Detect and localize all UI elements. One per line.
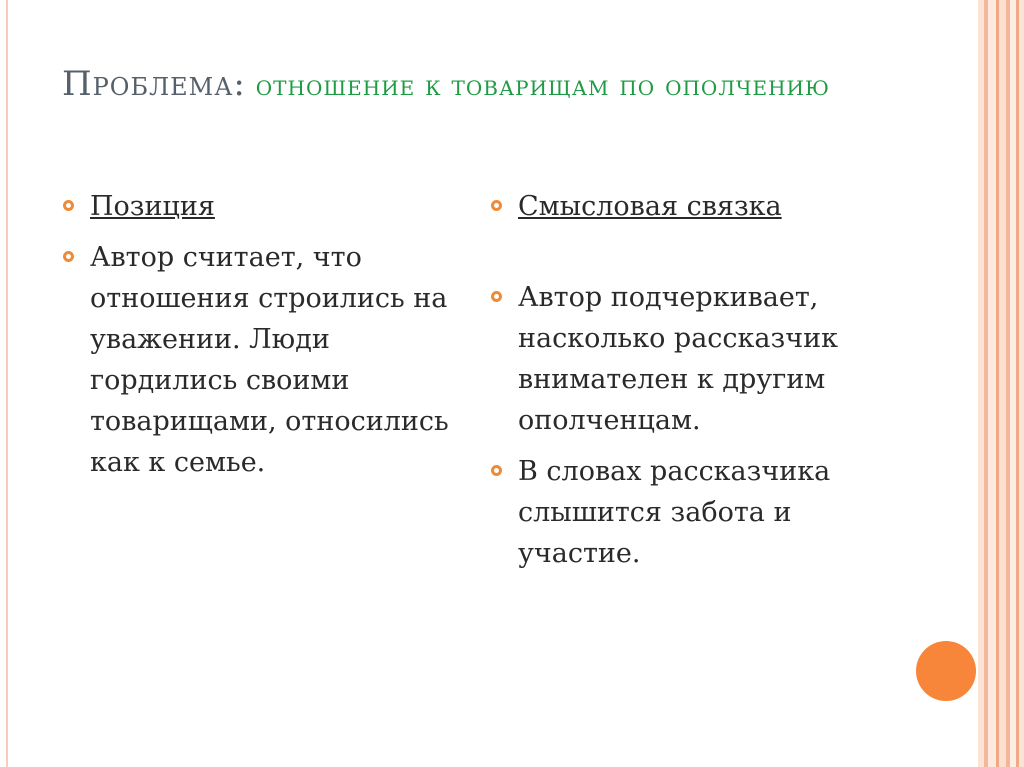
bullet-icon <box>63 251 74 262</box>
left-column <box>62 186 457 483</box>
list-item-link-heading <box>490 186 910 227</box>
list-item-position-text <box>62 237 457 483</box>
bullet-icon <box>491 291 502 302</box>
position-heading: Позиция <box>90 191 215 222</box>
list-item <box>490 451 910 574</box>
bullet-icon <box>63 200 74 211</box>
link-heading: Смысловая связка <box>518 191 782 222</box>
title-main: отношение к товарищам по ополчению <box>245 69 830 102</box>
list-item-position-heading <box>62 186 457 227</box>
bullet-icon <box>491 465 502 476</box>
link-text-1: Автор подчеркивает, насколько рассказчик внимателен к другим ополченцам. <box>518 282 838 436</box>
position-text: Автор считает, что отношения строились на уважении. Люди гордились своими товарищами, относились как к семье. <box>90 242 449 478</box>
bullet-icon <box>491 200 502 211</box>
link-text-2: В словах рассказчика слышится забота и участие. <box>518 456 831 569</box>
right-column <box>490 186 910 574</box>
slide-title <box>62 58 962 116</box>
decorative-circle <box>916 641 976 701</box>
right-decorative-stripes <box>978 0 1024 767</box>
list-item <box>490 277 910 441</box>
title-prefix: Проблема: <box>62 64 246 104</box>
left-border-line <box>6 0 8 767</box>
